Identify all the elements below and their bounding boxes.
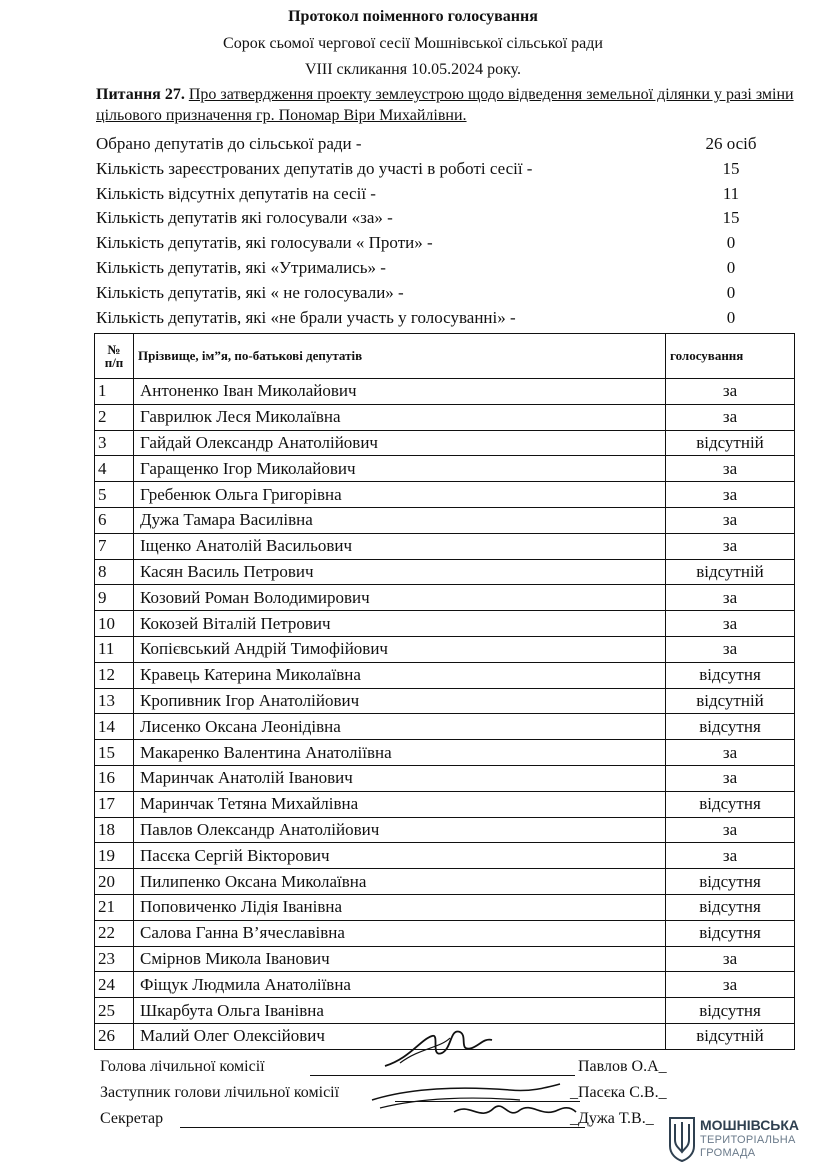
cell-vote: за <box>666 456 795 482</box>
cell-num: 19 <box>95 843 134 869</box>
cell-num: 3 <box>95 430 134 456</box>
voting-table <box>94 333 795 1050</box>
cell-name: Кропивник Ігор Анатолійович <box>134 688 666 714</box>
table-row <box>95 765 795 791</box>
table-row <box>95 946 795 972</box>
cell-num: 11 <box>95 636 134 662</box>
stat-row <box>96 134 796 158</box>
stat-value: 26 осіб <box>705 134 757 153</box>
cell-name: Павлов Олександр Анатолійович <box>134 817 666 843</box>
stat-label: Кількість депутатів, які голосували « Проти» - <box>96 233 433 253</box>
stat-value: 0 <box>726 307 736 327</box>
community-logo <box>668 1116 818 1164</box>
cell-num: 16 <box>95 765 134 791</box>
cell-vote: відсутній <box>666 688 795 714</box>
stat-value: 15 <box>722 158 740 178</box>
question-label: Питання 27. <box>96 86 185 103</box>
logo-line-3: ГРОМАДА <box>700 1147 756 1159</box>
table-row <box>95 662 795 688</box>
table-row <box>95 611 795 637</box>
stat-label: Кількість депутатів, які «Утримались» - <box>96 258 386 277</box>
cell-num: 18 <box>95 817 134 843</box>
signature-scribble-3 <box>450 1098 580 1128</box>
cell-vote: за <box>666 636 795 662</box>
cell-vote: за <box>666 404 795 430</box>
cell-vote: відсутня <box>666 920 795 946</box>
cell-name: Іщенко Анатолій Васильович <box>134 533 666 559</box>
header-vote: голосування <box>666 334 795 379</box>
cell-num: 6 <box>95 507 134 533</box>
cell-name: Касян Василь Петрович <box>134 559 666 585</box>
cell-vote: відсутній <box>666 1023 795 1049</box>
signature-scribble-1 <box>380 1018 500 1078</box>
table-row <box>95 817 795 843</box>
header-name: Прізвище, ім”я, по-батькові депутатів <box>134 334 666 379</box>
cell-vote: відсутня <box>666 869 795 895</box>
cell-num: 22 <box>95 920 134 946</box>
table-row <box>95 533 795 559</box>
cell-vote: відсутня <box>666 894 795 920</box>
cell-name: Дужа Тамара Василівна <box>134 507 666 533</box>
cell-vote: за <box>666 843 795 869</box>
cell-vote: за <box>666 972 795 998</box>
cell-vote: за <box>666 379 795 405</box>
cell-vote: відсутня <box>666 998 795 1024</box>
table-row <box>95 507 795 533</box>
cell-num: 21 <box>95 894 134 920</box>
cell-name: Гаращенко Ігор Миколайович <box>134 456 666 482</box>
table-row <box>95 404 795 430</box>
signature-role: Заступник голови лічильної комісії <box>100 1084 340 1101</box>
table-row <box>95 972 795 998</box>
stat-value: 15 <box>722 208 740 228</box>
cell-num: 23 <box>95 946 134 972</box>
question-text: Про затвердження проекту землеустрою щодо відведення земельної ділянки у разі зміни цільового призначення гр. Пономар Віри Михайлівни. <box>96 86 794 124</box>
cell-name: Лисенко Оксана Леонідівна <box>134 714 666 740</box>
cell-num: 17 <box>95 791 134 817</box>
session-line: Сорок сьомої чергової сесії Мошнівської сільської ради <box>223 35 603 52</box>
stat-value: 0 <box>726 233 736 253</box>
cell-num: 9 <box>95 585 134 611</box>
stat-value: 0 <box>726 258 736 277</box>
cell-vote: за <box>666 482 795 508</box>
table-row <box>95 869 795 895</box>
table-row <box>95 430 795 456</box>
trident-emblem-icon <box>668 1116 696 1162</box>
logo-line-1: МОШНІВСЬКА <box>700 1117 800 1133</box>
stat-value: 11 <box>722 183 740 203</box>
stat-label: Обрано депутатів до сільської ради - <box>96 134 362 153</box>
table-row <box>95 740 795 766</box>
cell-vote: за <box>666 507 795 533</box>
stat-row <box>96 308 796 332</box>
cell-name: Пилипенко Оксана Миколаївна <box>134 869 666 895</box>
cell-name: Гаврилюк Леся Миколаївна <box>134 404 666 430</box>
cell-vote: за <box>666 533 795 559</box>
table-row <box>95 843 795 869</box>
table-row <box>95 482 795 508</box>
cell-vote: за <box>666 817 795 843</box>
cell-name: Гайдай Олександр Анатолійович <box>134 430 666 456</box>
cell-num: 12 <box>95 662 134 688</box>
table-row <box>95 688 795 714</box>
stat-row <box>96 258 796 282</box>
table-row <box>95 920 795 946</box>
signature-name: Павлов О.А_ <box>578 1058 667 1075</box>
stat-row <box>96 208 796 232</box>
cell-vote: відсутня <box>666 791 795 817</box>
cell-name: Маринчак Тетяна Михайлівна <box>134 791 666 817</box>
cell-name: Поповиченко Лідія Іванівна <box>134 894 666 920</box>
header-num: № п/п <box>95 334 134 379</box>
cell-vote: за <box>666 585 795 611</box>
cell-num: 2 <box>95 404 134 430</box>
cell-name: Козовий Роман Володимирович <box>134 585 666 611</box>
table-row <box>95 559 795 585</box>
cell-num: 1 <box>95 379 134 405</box>
signature-role: Секретар <box>100 1110 164 1127</box>
stat-label: Кількість депутатів, які «не брали участь у голосуванні» - <box>96 307 516 327</box>
stat-row <box>96 283 796 307</box>
cell-name: Антоненко Іван Миколайович <box>134 379 666 405</box>
stat-label: Кількість зареєстрованих депутатів до участі в роботі сесії - <box>96 158 533 178</box>
stat-row <box>96 184 796 208</box>
cell-num: 25 <box>95 998 134 1024</box>
cell-name: Макаренко Валентина Анатоліївна <box>134 740 666 766</box>
question-block <box>96 84 796 126</box>
stat-row <box>96 233 796 257</box>
stat-value: 0 <box>726 282 736 302</box>
cell-num: 8 <box>95 559 134 585</box>
table-row <box>95 894 795 920</box>
cell-vote: відсутній <box>666 430 795 456</box>
table-row <box>95 636 795 662</box>
cell-vote: за <box>666 765 795 791</box>
stat-label: Кількість депутатів, які « не голосували» - <box>96 282 404 302</box>
cell-name: Кравець Катерина Миколаївна <box>134 662 666 688</box>
cell-vote: за <box>666 740 795 766</box>
table-row <box>95 714 795 740</box>
cell-name: Шкарбута Ольга Іванівна <box>134 998 666 1024</box>
cell-name: Салова Ганна В’ячеславівна <box>134 920 666 946</box>
cell-name: Смірнов Микола Іванович <box>134 946 666 972</box>
logo-line-2: ТЕРИТОРІАЛЬНА <box>700 1134 796 1146</box>
table-row <box>95 791 795 817</box>
cell-num: 10 <box>95 611 134 637</box>
cell-name: Пасєка Сергій Вікторович <box>134 843 666 869</box>
cell-name: Копієвський Андрій Тимофійович <box>134 636 666 662</box>
convocation-line: VIII скликання 10.05.2024 року. <box>304 61 522 78</box>
cell-num: 24 <box>95 972 134 998</box>
cell-vote: за <box>666 946 795 972</box>
cell-num: 13 <box>95 688 134 714</box>
table-row <box>95 585 795 611</box>
cell-name: Гребенюк Ольга Григорівна <box>134 482 666 508</box>
cell-vote: відсутня <box>666 714 795 740</box>
cell-num: 20 <box>95 869 134 895</box>
document-title: Протокол поіменного голосування <box>288 8 538 25</box>
cell-num: 4 <box>95 456 134 482</box>
cell-num: 15 <box>95 740 134 766</box>
signature-role: Голова лічильної комісії <box>100 1058 265 1075</box>
signature-name: _Дужа Т.В._ <box>570 1110 654 1127</box>
cell-num: 14 <box>95 714 134 740</box>
table-header-row <box>95 334 795 379</box>
table-row <box>95 379 795 405</box>
cell-vote: за <box>666 611 795 637</box>
cell-name: Фіщук Людмила Анатоліївна <box>134 972 666 998</box>
table-row <box>95 456 795 482</box>
cell-vote: відсутня <box>666 662 795 688</box>
cell-num: 26 <box>95 1023 134 1049</box>
stat-label: Кількість відсутніх депутатів на сесії - <box>96 183 376 203</box>
signature-name: _Пасєка С.В._ <box>570 1084 667 1101</box>
stat-row <box>96 159 796 183</box>
cell-num: 5 <box>95 482 134 508</box>
stat-label: Кількість депутатів які голосували «за» - <box>96 208 393 228</box>
cell-name: Маринчак Анатолій Іванович <box>134 765 666 791</box>
cell-name: Кокозей Віталій Петрович <box>134 611 666 637</box>
cell-num: 7 <box>95 533 134 559</box>
cell-vote: відсутній <box>666 559 795 585</box>
cell-name: Малий Олег Олексійович <box>134 1023 666 1049</box>
